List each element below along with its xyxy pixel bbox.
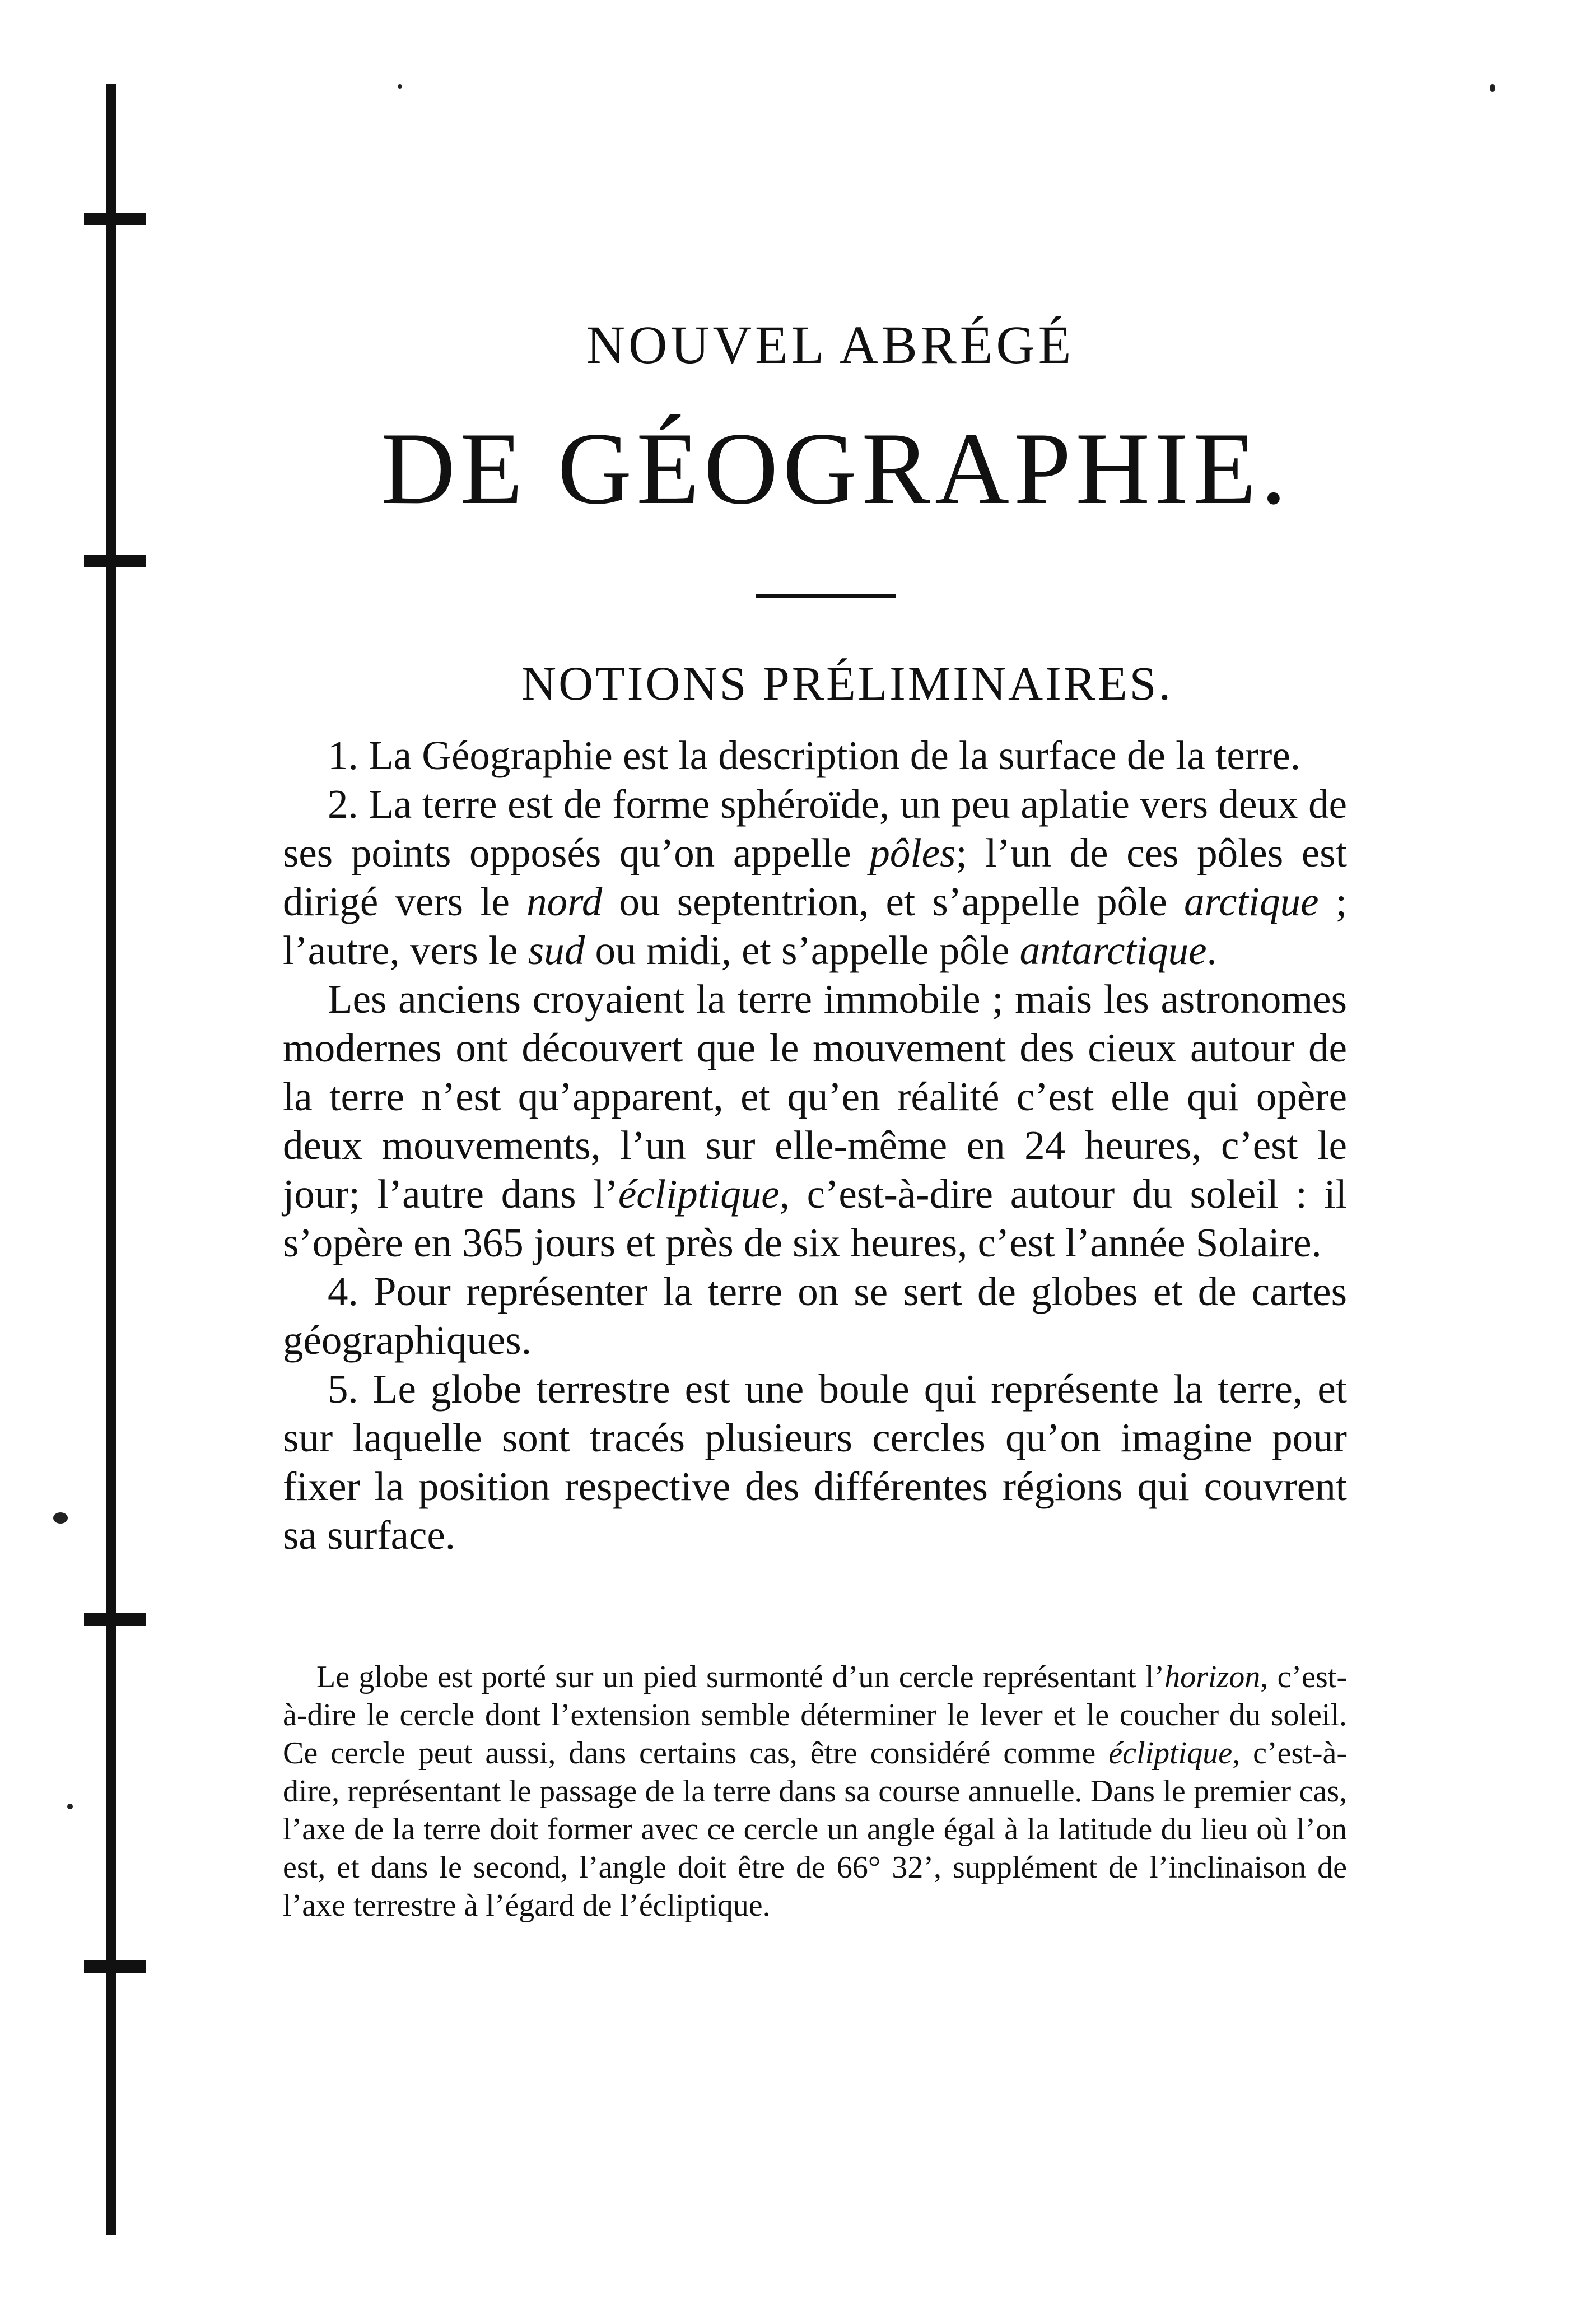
- italic-term: sud: [528, 928, 585, 973]
- print-speck: [53, 1512, 68, 1524]
- text-segment: ; l’autre, vers le: [283, 879, 1347, 973]
- text-segment: 4. Pour représenter la terre on se sert de globes et de cartes géographiques.: [283, 1269, 1347, 1363]
- book-title: DE GÉOGRAPHIE.: [381, 411, 1291, 525]
- italic-term: antarctique: [1019, 928, 1207, 973]
- text-segment: 2. La terre est de forme sphéroïde, un peu aplatie vers deux de ses points opposés qu’on appelle: [283, 781, 1347, 875]
- paragraph-p4: [283, 1267, 1347, 1364]
- footnote-text: [283, 1658, 1347, 1925]
- binding-stitch: [84, 213, 146, 225]
- text-segment: ; l’un de ces pôles est dirigé vers le: [283, 830, 1347, 924]
- paragraph-p5: [283, 1364, 1347, 1559]
- paragraph-p2: [283, 780, 1347, 975]
- italic-term: écliptique: [1108, 1736, 1233, 1771]
- print-speck: [398, 84, 402, 89]
- text-segment: Le globe est porté sur un pied surmonté d’un cercle représentant l’: [316, 1660, 1165, 1694]
- italic-term: horizon: [1164, 1660, 1261, 1694]
- text-segment: , c’est-à-dire le cercle dont l’extension semble déterminer le lever et le coucher du soleil. Ce cercle peut aussi, dans certains cas, être considéré comme: [283, 1660, 1348, 1771]
- paragraph-p3: [283, 975, 1347, 1267]
- text-segment: 1. La Géographie est la description de la surface de la terre.: [328, 733, 1300, 778]
- italic-term: nord: [526, 879, 603, 924]
- text-segment: .: [1206, 928, 1217, 973]
- italic-term: pôles: [869, 830, 956, 875]
- text-segment: ou midi, et s’appelle pôle: [585, 928, 1020, 973]
- print-speck: [1490, 84, 1495, 92]
- text-segment: 5. Le globe terrestre est une boule qui représente la terre, et sur laquelle sont tracés plusieurs cercles qu’on imagine pour fixer la position respective des différentes régions qui couvrent sa surface.: [283, 1366, 1347, 1558]
- section-heading: NOTIONS PRÉLIMINAIRES.: [521, 656, 1173, 710]
- binding-stitch: [84, 555, 146, 567]
- binding-stitch: [84, 1613, 146, 1626]
- italic-term: arctique: [1183, 879, 1319, 924]
- binding-stitch: [84, 1960, 146, 1973]
- italic-term: écliptique: [618, 1171, 780, 1217]
- text-segment: , c’est-à-dire, représentant le passage de la terre dans sa course annuelle. Dans le premier cas, l’axe de la terre doit former avec ce cercle un angle égal à la latitude du lieu où l’on est, et dans le second, l’angle doit être de 66° 32’, supplément de l’inclinaison de l’axe terrestre à l’égard de l’écliptique.: [283, 1736, 1347, 1923]
- title-divider: [756, 594, 896, 598]
- binding-edge: [106, 84, 116, 2235]
- print-speck: [67, 1804, 73, 1809]
- footnote-paragraph: [283, 1658, 1347, 1925]
- body-text: [283, 731, 1347, 1559]
- paragraph-p1: [283, 731, 1347, 780]
- text-segment: , c’est-à-dire autour du soleil : il s’opère en 365 jours et près de six heures, c’est l’année Solaire.: [283, 1171, 1347, 1265]
- text-segment: Les anciens croyaient la terre immobile ; mais les astronomes modernes ont découvert que le mouvement des cieux autour de la terre n’est qu’apparent, et qu’en réalité c’est elle qui opère deux mouvements, l’un sur elle-même en 24 heures, c’est le jour; l’autre dans l’: [283, 976, 1347, 1217]
- text-segment: ou septentrion, et s’appelle pôle: [602, 879, 1184, 924]
- book-subtitle: NOUVEL ABRÉGÉ: [586, 315, 1075, 375]
